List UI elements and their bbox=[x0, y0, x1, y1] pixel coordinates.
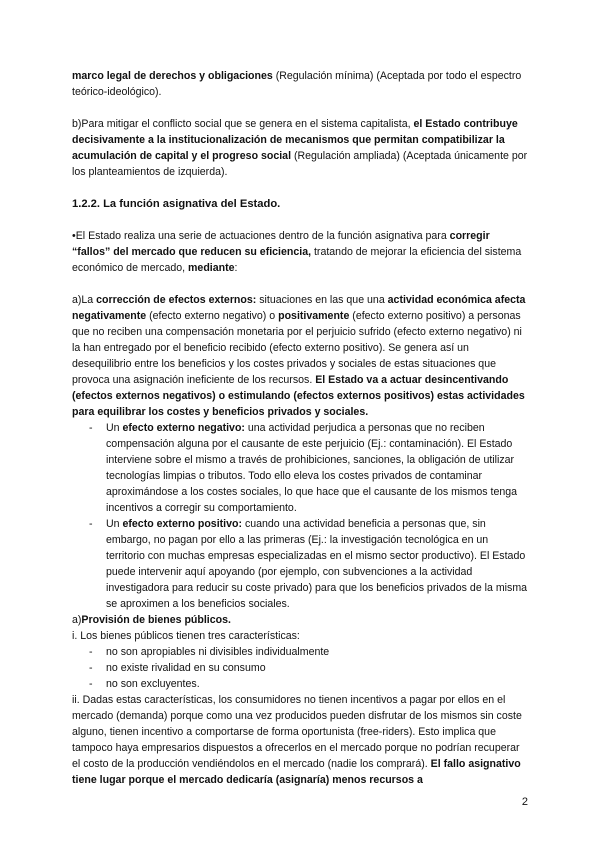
list-item: - no son excluyentes. bbox=[72, 676, 528, 692]
paragraph-public-goods-title bbox=[72, 612, 528, 628]
body-text: (Regulación mínima) (Aceptada por todo el espectro teórico-ideológico). bbox=[72, 70, 522, 98]
bold-text: el Estado contribuye decisivamente a la institucionalización de mecanismos que permitan compatibilizar la acumulación de capital y el progreso social bbox=[72, 118, 518, 162]
paragraph-public-goods-intro: i. Los bienes públicos tienen tres características: bbox=[72, 630, 300, 642]
bold-text: mediante bbox=[188, 262, 235, 274]
list-item: - no son apropiables ni divisibles individualmente bbox=[72, 644, 528, 660]
body-text: (efecto externo negativo) o bbox=[146, 310, 279, 322]
bold-text: Provisión de bienes públicos. bbox=[81, 614, 231, 626]
paragraph-social-conflict bbox=[72, 116, 528, 180]
list-item: - no existe rivalidad en su consumo bbox=[72, 660, 528, 676]
bold-text: efecto externo negativo: bbox=[122, 422, 245, 434]
paragraph-allocative-function bbox=[72, 228, 528, 276]
paragraph-free-riders bbox=[72, 692, 528, 788]
section-heading: 1.2.2. La función asignativa del Estado. bbox=[72, 198, 281, 210]
paragraph-external-effects bbox=[72, 292, 528, 420]
list-item bbox=[72, 420, 528, 516]
body-text: situaciones en las que una bbox=[256, 294, 388, 306]
body-text: (Regulación ampliada) (Aceptada únicamente por los planteamientos de izquierda). bbox=[72, 150, 528, 178]
document-page bbox=[72, 68, 528, 788]
public-goods-list bbox=[72, 644, 528, 692]
body-text: a)La bbox=[72, 294, 97, 306]
paragraph-legal-framework bbox=[72, 68, 528, 100]
bold-text: El Estado va a actuar desincentivando (efectos externos negativos) o estimulando (efectos externos positivos) estas actividades para equilibrar los costes y beneficios privados y sociales. bbox=[72, 374, 525, 418]
body-text: (efecto externo positivo) a personas que no reciben una compensación monetaria por el perjuicio sufrido (efecto externo negativo) ni la han entregado por el beneficio recibido (efecto externo positivo). Se genera así un desequilibrio entre los beneficios y los costes privados y sociales de estas situaciones que provoca una asignación ineficiente de los recursos. bbox=[72, 310, 522, 386]
bold-text: corrección de efectos externos: bbox=[96, 294, 257, 306]
body-text: b)Para mitigar el conflicto social que se genera en el sistema capitalista, bbox=[72, 118, 414, 130]
body-text: •El Estado realiza una serie de actuaciones dentro de la función asignativa para bbox=[72, 230, 450, 242]
body-text: tratando de mejorar la eficiencia del sistema económico de mercado, bbox=[72, 246, 522, 274]
body-text: : bbox=[234, 262, 238, 274]
body-text: Un bbox=[106, 518, 123, 530]
body-text: a) bbox=[72, 614, 82, 626]
body-text: cuando una actividad beneficia a personas que, sin embargo, no pagan por ello a las primeras (Ej.: la investigación tecnológica en un territorio con muchas empresas especializadas en el mismo sector productivo). El Estado puede intervenir aquí apoyando (por ejemplo, con subvenciones a la actividad investigadora para reducir su coste privado) para que los beneficios privados de la misma se aproximen a los beneficios sociales. bbox=[106, 518, 528, 610]
externalities-list bbox=[72, 420, 528, 612]
body-text: Un bbox=[106, 422, 123, 434]
body-text: una actividad perjudica a personas que no reciben compensación alguna por el causante de este perjuicio (Ej.: contaminación). El Estado interviene sobre el mismo a través de prohibiciones, sanciones, la obligación de utilizar tecnologías limpias o tributos. Todo ello eleva los costes privados de contaminar aproximándose a los costes sociales, lo que hace que el causante de los mismos tenga incentivos a corregir su comportamiento. bbox=[106, 422, 518, 514]
body-text: ii. Dadas estas características, los consumidores no tienen incentivos a pagar por ellos en el mercado (demanda) porque como una vez producidos pueden disfrutar de los mismos sin coste alguno, tienen incentivo a comportarse de forma oportunista (free-riders). Esto implica que tampoco haya empresarios dispuestos a ofrecerlos en el mercado porque no podrían recuperar el costo de la producción vendiéndolos en el mercado (nadie los comprará). bbox=[72, 694, 522, 770]
bold-text: El fallo asignativo tiene lugar porque el mercado dedicaría (asignaría) menos recursos a bbox=[72, 758, 521, 786]
page-number: 2 bbox=[521, 796, 528, 808]
bold-text: corregir “fallos” del mercado que reducen su eficiencia, bbox=[72, 230, 490, 258]
bold-text: positivamente bbox=[278, 310, 350, 322]
list-item bbox=[72, 516, 528, 612]
bold-text: efecto externo positivo: bbox=[122, 518, 242, 530]
bold-text: marco legal de derechos y obligaciones bbox=[72, 70, 273, 82]
bold-text: actividad económica afecta negativamente bbox=[72, 294, 526, 322]
